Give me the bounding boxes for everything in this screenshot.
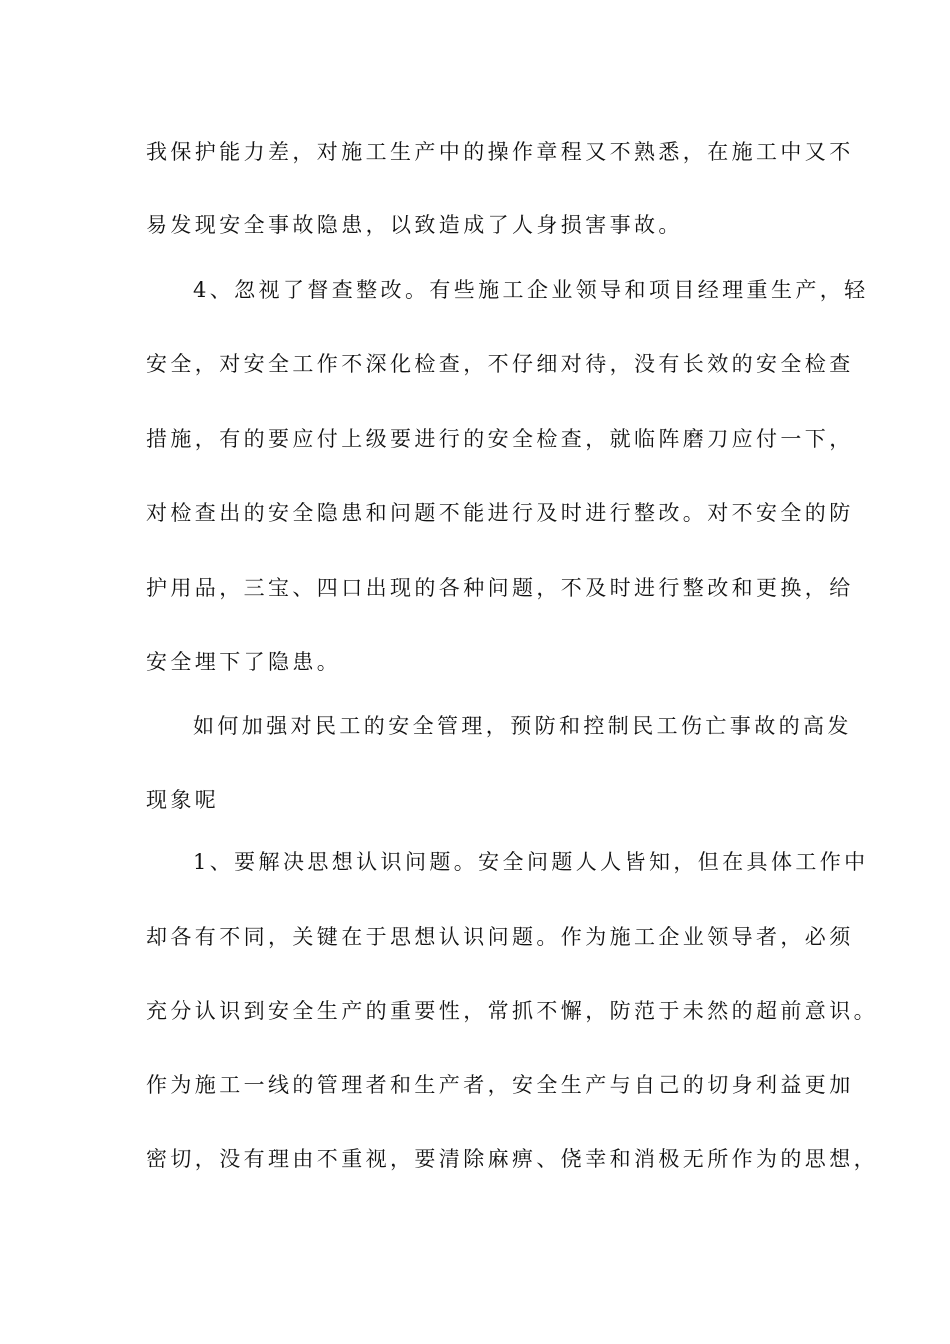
text-line: 安全，对安全工作不深化检查，不仔细对待，没有长效的安全检查 [146, 352, 854, 376]
text-line: 密切，没有理由不重视，要清除麻痹、侥幸和消极无所作为的思想， [146, 1147, 878, 1171]
text-line: 护用品，三宝、四口出现的各种问题，不及时进行整改和更换，给 [146, 576, 854, 600]
text-line: 充分认识到安全生产的重要性，常抓不懈，防范于未然的超前意识。 [146, 999, 878, 1023]
paragraph-first-line: 4、忽视了督查整改。有些施工企业领导和项目经理重生产，轻 [193, 278, 869, 302]
paragraph-first-line: 如何加强对民工的安全管理，预防和控制民工伤亡事故的高发 [193, 714, 852, 738]
text-line: 作为施工一线的管理者和生产者，安全生产与自己的切身利益更加 [146, 1073, 854, 1097]
paragraph-first-line: 1、要解决思想认识问题。安全问题人人皆知，但在具体工作中 [193, 850, 869, 874]
text-line: 现象呢 [146, 788, 220, 812]
text-line: 安全埋下了隐患。 [146, 650, 342, 674]
text-line: 措施，有的要应付上级要进行的安全检查，就临阵磨刀应付一下， [146, 427, 854, 451]
text-line: 易发现安全事故隐患，以致造成了人身损害事故。 [146, 213, 683, 237]
text-line: 对检查出的安全隐患和问题不能进行及时进行整改。对不安全的防 [146, 501, 854, 525]
text-line: 却各有不同，关键在于思想认识问题。作为施工企业领导者，必须 [146, 925, 854, 949]
text-line: 我保护能力差，对施工生产中的操作章程又不熟悉，在施工中又不 [146, 140, 854, 164]
